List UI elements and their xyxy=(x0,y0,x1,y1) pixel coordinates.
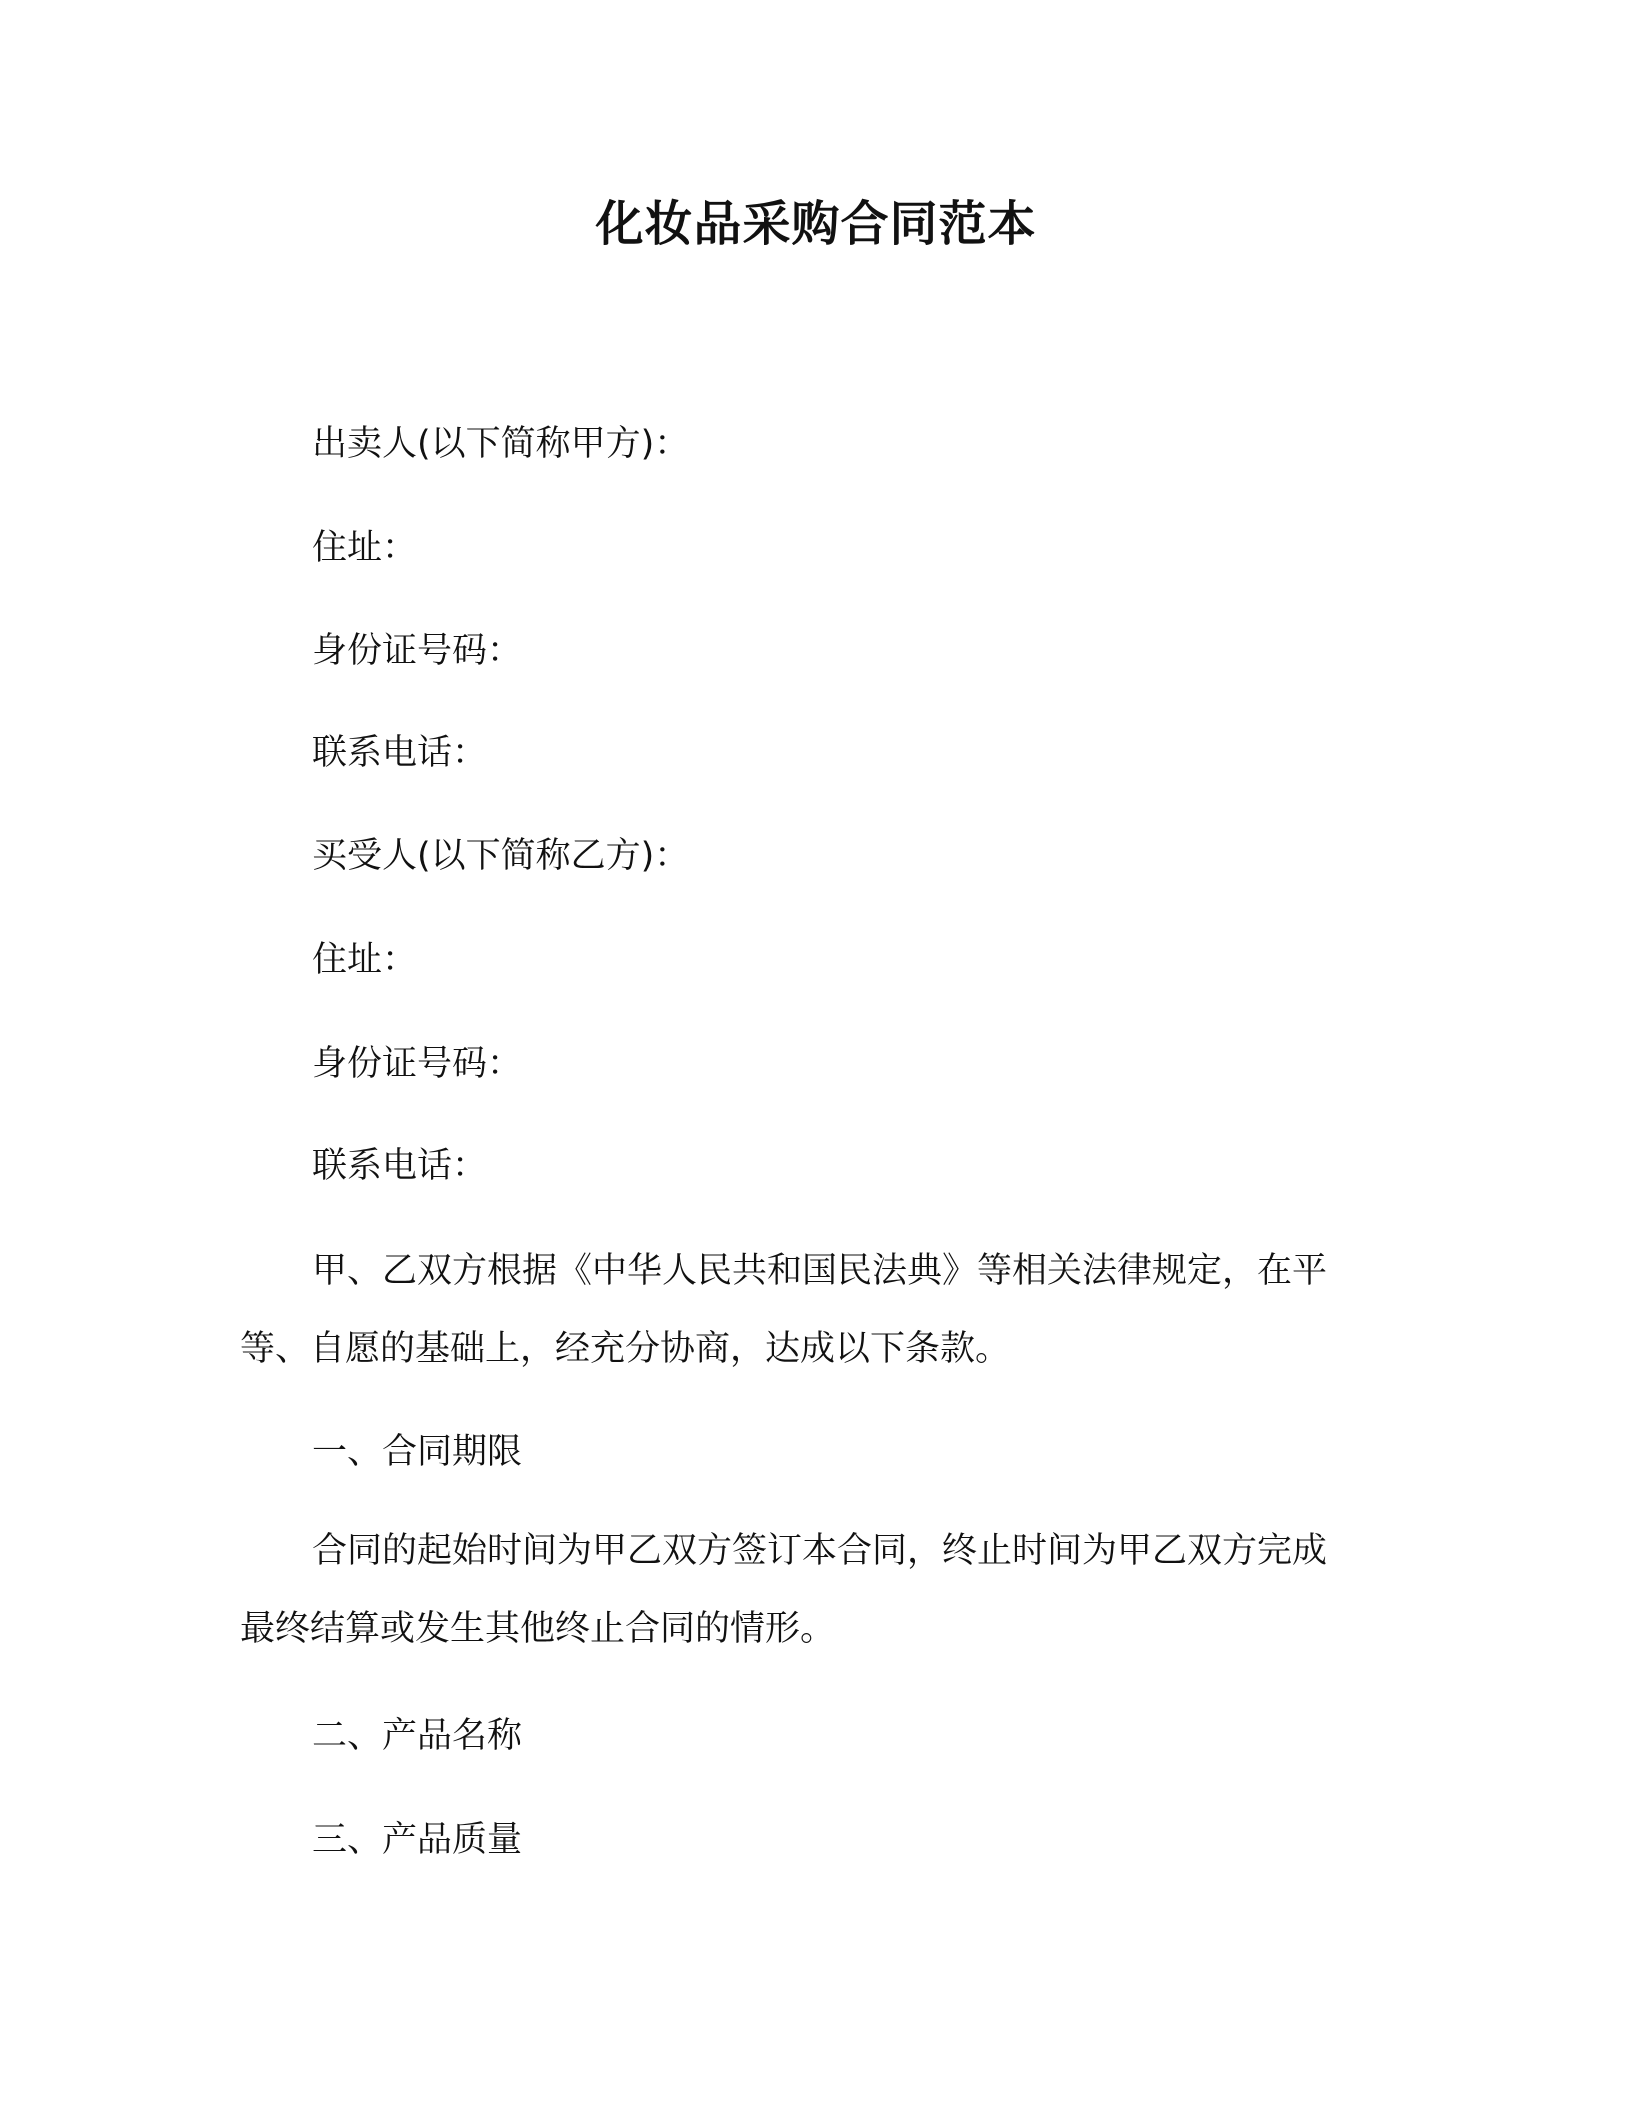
seller-phone-label: 联系电话： xyxy=(312,733,488,773)
seller-id-label: 身份证号码： xyxy=(312,631,523,671)
section-heading-product-quality: 三、产品质量 xyxy=(312,1820,523,1860)
section-body-term: 合同的起始时间为甲乙双方签订本合同，终止时间为甲乙双方完成最终结算或发生其他终止合同的情形。 xyxy=(240,1531,1328,1649)
buyer-label: 买受人(以下简称乙方)： xyxy=(312,836,690,876)
section-heading-product-name: 二、产品名称 xyxy=(312,1716,523,1756)
seller-address-label: 住址： xyxy=(312,528,418,568)
seller-label: 出卖人(以下简称甲方)： xyxy=(312,424,690,464)
buyer-address-label: 住址： xyxy=(312,940,418,980)
section-heading-term: 一、合同期限 xyxy=(312,1432,523,1472)
buyer-phone-label: 联系电话： xyxy=(312,1146,488,1186)
preamble-paragraph: 甲、乙双方根据《中华人民共和国民法典》等相关法律规定，在平等、自愿的基础上，经充分协商，达成以下条款。 xyxy=(240,1251,1328,1369)
buyer-id-label: 身份证号码： xyxy=(312,1044,523,1084)
document-title: 化妆品采购合同范本 xyxy=(595,196,1037,252)
